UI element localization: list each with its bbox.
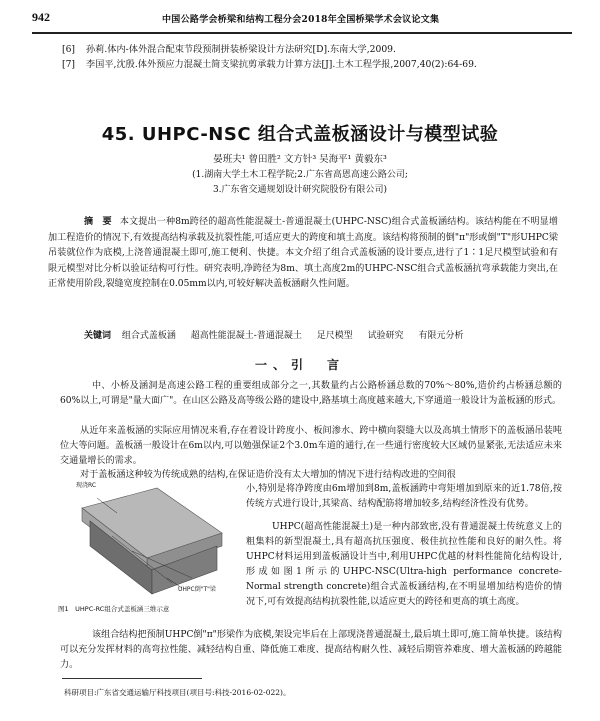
body-paragraph: 该组合结构把预制UHPC倒"π"形梁作为底模,架设完毕后在上部现浇普通混凝土,最后填土即可,施工简单快捷。该结构可以充分发挥材料的高弯拉性能、减轻结构自重、降低施工难度、提高结构耐久性、减轻后期管养难度、增大盖板涵的跨越能力。 [60, 630, 562, 670]
body-paragraph: UHPC(超高性能混凝土)是一种内部致密,没有普通混凝土传统意义上的粗集料的新型混凝土,具有超高抗压强度、极佳抗拉性能和良好的耐久性。将UHPC材料运用到盖板涵设计当中,利用UHPC优越的材料性能简化结构设计,形成如图1所示的UHPC-NSC(Ultra-high performance concrete-Normal strength concrete)组合式盖板涵结构,在不明显增加结构造价的情况下,可有效提高结构抗裂性能,以适应更大的跨径和更高的填土高度。 [246, 522, 562, 607]
reference-text: 孙莉.体内-体外混合配束节段预制拼装桥梁设计方法研究[D].东南大学,2009. [86, 44, 396, 55]
reference-number: [6] [62, 44, 76, 55]
abstract [48, 214, 558, 293]
footnote-rule [62, 678, 202, 679]
affiliation-line-1: (1.湖南大学土木工程学院;2.广东省高恩高速公路公司; [192, 170, 408, 180]
body-paragraph: 中、小桥及涵洞是高速公路工程的重要组成部分之一,其数量约占公路桥涵总数的70%～80%,造价约占桥涵总额的60%以上,可谓是"量大面广"。在山区公路及高等级公路的建设中,路基填土高度越来越大,下穿通道一般设计为盖板涵的形式。 [60, 381, 562, 406]
reference-item [62, 57, 562, 72]
running-title: 中国公路学会桥梁和结构工程分会2018年全国桥梁学术会议论文集 [162, 15, 440, 25]
section-heading: 一、引 言 [254, 358, 345, 372]
reference-number: [7] [62, 59, 76, 70]
reference-list [62, 42, 562, 72]
abstract-label: 摘 要 [84, 216, 112, 227]
body-paragraph: 对于盖板涵这种较为传统成熟的结构,在保证造价没有太大增加的情况下进行结构改进的空间很 [80, 470, 456, 480]
keywords-label: 关键词 [84, 331, 112, 341]
paper-authors: 晏班夫¹ 曾田胜² 文方针³ 吴海平¹ 黄毅东³ [213, 154, 387, 165]
figure-1 [62, 478, 232, 618]
keyword: 足尺模型 [316, 331, 353, 341]
keywords [84, 328, 564, 341]
figure-label-top: 现浇RC [76, 482, 97, 489]
body-paragraph-wrapped: 小,特别是将净跨度由6m增加到8m,盖板涵跨中弯矩增加到原来的近1.78倍,按传统方式进行设计,其梁高、结构配筋将增加较多,结构经济性没有优势。 [246, 484, 562, 509]
affiliation-line-2: 3.广东省交通规划设计研究院股份有限公司) [212, 185, 388, 195]
abstract-text: 本文提出一种8m跨径的超高性能混凝土-普通混凝土(UHPC-NSC)组合式盖板涵结构。该结构能在不明显增加工程造价的情况下,有效提高结构承载及抗裂性能,可适应更大的跨度和填土高度。该结构将预制的倒"π"形或倒"T"形UHPC梁吊装就位作为底模,上浇普通混凝土即可,施工便利、快捷。本文介绍了组合式盖板涵的设计要点,进行了1∶1足尺模型试验和有限元模型对比分析以验证结构可行性。研究表明,净跨径为8m、填土高度2m的UHPC-NSC组合式盖板涵抗弯承载能力突出,在正常使用阶段,裂缝宽度控制在0.05mm以内,可较好解决盖板涵耐久性问题。 [48, 217, 558, 289]
body-paragraph: 从近年来盖板涵的实际应用情况来看,存在着设计跨度小、板间渗水、跨中横向裂缝大以及高填土情形下的盖板涵吊装吨位大等问题。盖板涵一般设计在6m以内,可以勉强保证2个3.0m车道的通行,在一些通行密度较大区域仍显紧张,无法适应未来交通量增长的需求。 [60, 426, 562, 466]
keyword: 超高性能混凝土-普通混凝土 [190, 331, 302, 341]
figure-label-bottom: UHPC倒"T"梁 [178, 586, 216, 593]
paper-affiliations [0, 168, 600, 198]
footnote: 科研项目:广东省交通运输厅科技项目(项目号:科技-2016-02-022)。 [64, 688, 291, 697]
keyword: 有限元分析 [418, 331, 464, 341]
page-header [32, 10, 572, 32]
header-rule [32, 32, 572, 34]
figure-caption: 图1 UHPC-RC组合式盖板涵三维示意 [58, 605, 170, 613]
reference-text: 李国平,沈殷.体外预应力混凝土简支梁抗剪承载力计算方法[J].土木工程学报,2007,40(2):64-69. [86, 59, 477, 70]
keyword: 组合式盖板涵 [121, 331, 176, 341]
reference-item [62, 42, 562, 57]
page-number: 942 [32, 10, 50, 24]
keyword: 试验研究 [367, 331, 404, 341]
paper-title: 45. UHPC-NSC 组合式盖板涵设计与模型试验 [101, 124, 499, 145]
